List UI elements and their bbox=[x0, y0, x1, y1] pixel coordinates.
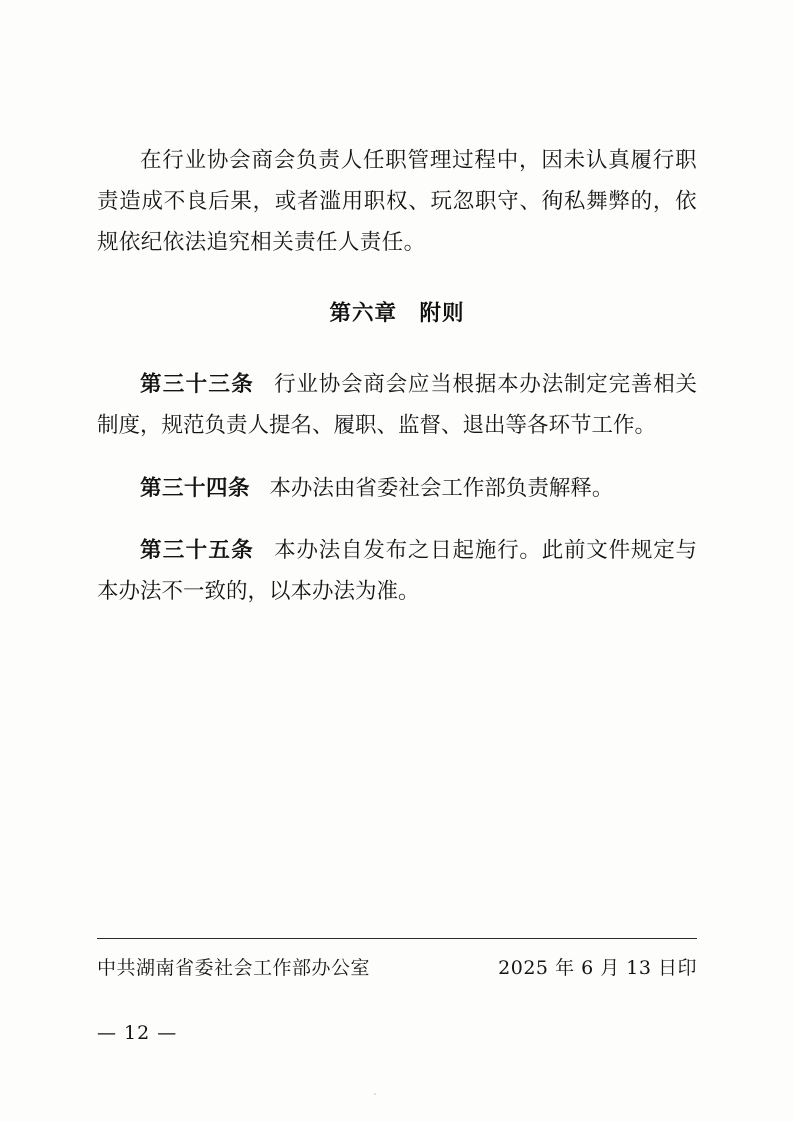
article-label: 第三十三条 bbox=[140, 372, 254, 397]
article-item bbox=[97, 364, 697, 446]
article-item bbox=[97, 530, 697, 612]
article-text: 行业协会商会应当根据本办法制定完善相关制度，规范负责人提名、履职、监督、退出等各环节工作。 bbox=[97, 372, 697, 438]
footer-date: 2025 年 6 月 13 日印 bbox=[498, 957, 697, 979]
chapter-heading: 第六章 附则 bbox=[329, 301, 465, 326]
article-item bbox=[97, 468, 697, 509]
article-label: 第三十五条 bbox=[140, 538, 254, 563]
paper-speck bbox=[374, 1093, 376, 1095]
page-footer bbox=[97, 938, 697, 980]
footer-row bbox=[97, 939, 697, 980]
article-text: 本办法自发布之日起施行。此前文件规定与本办法不一致的，以本办法为准。 bbox=[97, 538, 697, 604]
page-number: — 12 — bbox=[97, 1022, 178, 1044]
body-paragraph: 在行业协会商会负责人任职管理过程中，因未认真履行职责造成不良后果，或者滥用职权、玩忽职守、徇私舞弊的，依规依纪依法追究相关责任人责任。 bbox=[97, 148, 697, 255]
footer-issuer: 中共湖南省委社会工作部办公室 bbox=[97, 957, 371, 979]
article-text: 本办法由省委社会工作部负责解释。 bbox=[269, 475, 614, 501]
article-label: 第三十四条 bbox=[140, 475, 251, 501]
document-content bbox=[97, 140, 697, 634]
